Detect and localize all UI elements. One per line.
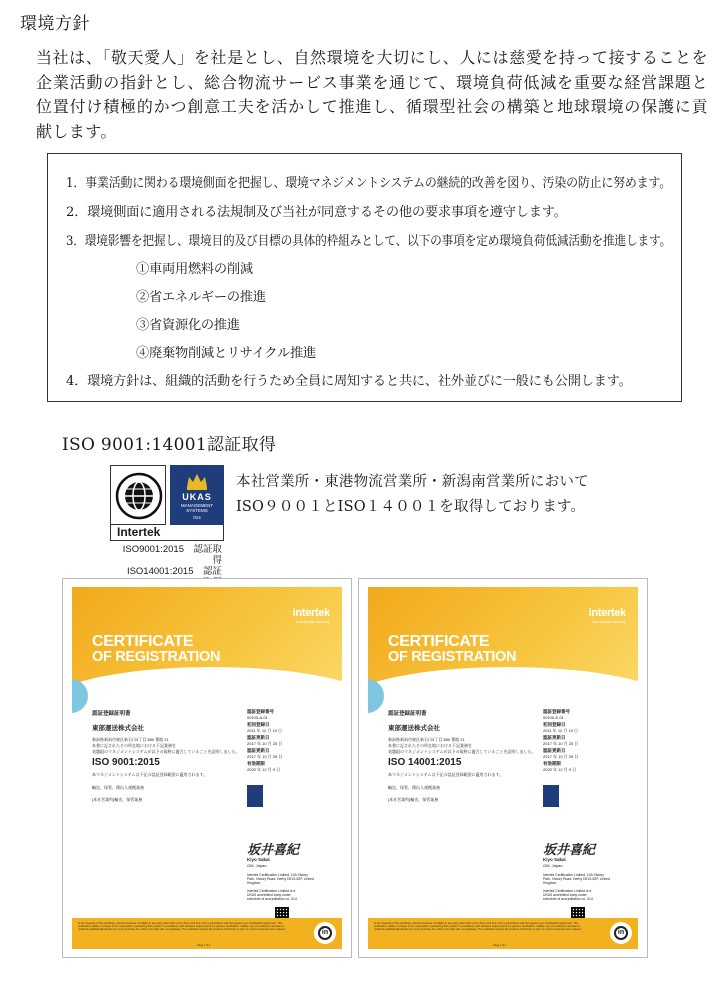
certificate-applies: 本マネジメントシステムは下記の認証登録範囲に適用されます。	[388, 772, 504, 777]
globe-icon	[111, 466, 167, 526]
expiry-date: 2017 年 10 月 25 日	[543, 754, 579, 759]
seal-label: in	[318, 926, 332, 940]
first-date: 2011 年 12 月 10 日	[247, 728, 283, 733]
issuer-line-1: Intertek Certification Limited, 10A Victory	[247, 873, 308, 877]
certificate-scope: 輸送、保管、積出入運搬業務	[92, 785, 144, 790]
policy-subitem-3: ③省資源化の推進	[136, 318, 240, 333]
iso-description-line-1: 本社営業所・東港物流営業所・新潟南営業所において	[236, 474, 589, 490]
issue-date-label: 認証更新日	[247, 735, 270, 740]
issuer-line-1: Intertek Certification Limited, 10A Victory	[543, 873, 604, 877]
issuer-line-3: Kingdom	[247, 881, 261, 885]
iso-description-line-2: ISO９００１とISO１４００１を取得しております。	[236, 499, 586, 515]
certificate-title: CERTIFICATE	[92, 633, 194, 650]
signature: 坂井喜紀	[543, 843, 596, 858]
reg-no-label: 認証登録番号	[543, 709, 570, 714]
certificate-company: 東部運送株式会社	[92, 725, 144, 732]
issue-date: 2017 年 10 月 25 日	[247, 741, 283, 746]
environmental-policy-box	[47, 153, 682, 402]
mini-ukas-icon	[543, 785, 559, 807]
mini-ukas-icon	[247, 785, 263, 807]
signer-name: Kiyo Sakai	[543, 857, 566, 862]
policy-item-1: 1．事業活動に関わる環境側面を把握し、環境マネジメントシステムの継続的改善を図り、汚染の防止に努めます。	[66, 176, 672, 191]
first-date-label: 初回登録日	[543, 722, 566, 727]
certificate-title: CERTIFICATE	[388, 633, 490, 650]
issuer-line-2: Park, Victory Road, Derby DE24 8ZF, United	[543, 877, 610, 881]
policy-item-4: 4．環境方針は、組織的活動を行うため全員に周知すると共に、社外並びに一般にも公開します。	[66, 374, 632, 389]
certificate-page-number: Page 1 of 1	[493, 944, 507, 947]
issue-date-label: 認証更新日	[543, 735, 566, 740]
iso-section-title: ISO 9001:14001認証取得	[62, 435, 277, 455]
ukas-logo	[170, 465, 224, 525]
certificate-standard: ISO 14001:2015	[388, 757, 462, 768]
issuer-line-4: Intertek Certification Limited is a	[247, 889, 296, 893]
certificate-scope-note: 本書に記されたその所在地における下記業務を	[388, 743, 472, 748]
crown-icon	[170, 469, 224, 493]
certificate-page	[72, 587, 342, 949]
expiry-date-label: 認証更新日	[247, 748, 270, 753]
issuer-line-4: Intertek Certification Limited is a	[543, 889, 592, 893]
certificate-swoosh	[72, 667, 342, 747]
certificate-brand: intertek	[292, 607, 330, 619]
expiry-date: 2017 年 10 月 25 日	[247, 754, 283, 759]
certificate-site: [本社営業所]輸送、保管業務	[388, 797, 439, 802]
certificate-applies: 本マネジメントシステムは下記の認証登録範囲に適用されます。	[92, 772, 208, 777]
certificate-footer-text: In the issuance of this certificate, Intertek assumes no liability to any party other than to the Client, and then only in accordance with the agreed upon Certification Agreement. This certificate's validity is subject to the organisation maintaining their system in accordance with Intertek's requirements for systems certification. Validity may be confirmed via email at certificate.validation@intertek.com or by scanning the code to the right with a smartphone. The certificate remains the property of Intertek, to whom it must be returned upon request.	[78, 922, 286, 932]
certificate-standard: ISO 9001:2015	[92, 757, 160, 768]
certificate-footer-text: In the issuance of this certificate, Intertek assumes no liability to any party other than to the Client, and then only in accordance with the agreed upon Certification Agreement. This certificate's validity is subject to the organisation maintaining their system in accordance with Intertek's requirements for systems certification. Validity may be confirmed via email at certificate.validation@intertek.com or by scanning the code to the right with a smartphone. The certificate remains the property of Intertek, to whom it must be returned upon request.	[374, 922, 582, 932]
certificate-footer	[72, 918, 342, 949]
ukas-label: UKAS	[182, 492, 212, 502]
certificate-label: 認証登録証明書	[388, 711, 427, 717]
valid-date-label: 有効期限	[543, 761, 561, 766]
policy-item-2: 2．環境側面に適用される法規制及び当社が同意するその他の要求事項を遵守します。	[66, 205, 567, 220]
certificate-scope: 輸送、保管、積出入運搬業務	[388, 785, 440, 790]
certificate-image-1[interactable]	[62, 578, 352, 958]
certificate-swoosh	[368, 667, 638, 747]
reg-no: 00100-E-01	[543, 715, 564, 720]
certificate-image-2[interactable]	[358, 578, 648, 958]
policy-subitem-2: ②省エネルギーの推進	[136, 290, 266, 305]
issuer-line-3: Kingdom	[543, 881, 557, 885]
valid-date-label: 有効期限	[247, 761, 265, 766]
seal-label: in	[614, 926, 628, 940]
intertek-brand-label: Intertek	[110, 525, 224, 541]
issuer-line-2: Park, Victory Road, Derby DE24 8ZF, United	[247, 877, 314, 881]
signer-name: Kiyo Sakai	[247, 857, 270, 862]
signature: 坂井喜紀	[247, 843, 300, 858]
issuer-line-5: UKAS accredited body under	[247, 893, 291, 897]
policy-subitem-4: ④廃棄物削減とリサイクル推進	[136, 346, 316, 361]
certificate-tagline: Total Quality. Assured.	[591, 620, 626, 624]
page-heading: 環境方針	[20, 14, 90, 34]
reg-no-label: 認証登録番号	[247, 709, 274, 714]
expiry-date-label: 認証更新日	[543, 748, 566, 753]
iso14001-caption: ISO14001:2015 認証	[126, 566, 222, 577]
certification-logo	[110, 465, 224, 543]
certificate-address: 新潟県新潟市東区新石川3丁目 580 番地 21	[388, 737, 465, 742]
signer-role: GM, Japan	[247, 863, 267, 868]
intertek-globe-logo	[110, 465, 166, 525]
issuer-line-5: UKAS accredited body under	[543, 893, 587, 897]
valid-date: 2020 年 12 月 9 日	[543, 767, 577, 772]
issuer-line-6: schedule of accreditation no. 014.	[543, 897, 594, 901]
signer-role: GM, Japan	[543, 863, 563, 868]
intertek-seal-icon	[314, 922, 336, 944]
valid-date: 2020 年 12 月 9 日	[247, 767, 281, 772]
ukas-number: 014	[193, 515, 201, 520]
first-date-label: 初回登録日	[247, 722, 270, 727]
issue-date: 2017 年 10 月 25 日	[543, 741, 579, 746]
certificate-page	[368, 587, 638, 949]
certificate-company: 東部運送株式会社	[388, 725, 440, 732]
certificate-footer	[368, 918, 638, 949]
ukas-sub-label: MANAGEMENT SYSTEMS	[180, 503, 214, 513]
issuer-line-6: schedule of accreditation no. 014.	[247, 897, 298, 901]
certificate-tagline: Total Quality. Assured.	[295, 620, 330, 624]
iso9001-caption: ISO9001:2015 認証取得	[122, 544, 222, 566]
first-date: 2011 年 12 月 10 日	[543, 728, 579, 733]
reg-no: 00100-A-01	[247, 715, 268, 720]
certificate-subtitle: OF REGISTRATION	[388, 649, 517, 665]
certificate-subtitle: OF REGISTRATION	[92, 649, 221, 665]
certificate-scope-note-2: 表題組のマネジメントシステムが以下の規格に適合していることを証明しました。	[388, 749, 536, 754]
certificate-scope-note: 本書に記されたその所在地における下記業務を	[92, 743, 176, 748]
certificate-brand: intertek	[588, 607, 626, 619]
intro-paragraph: 当社は、「敬天愛人」を社是とし、自然環境を大切にし、人には慈愛を持って接することを企業活動の指針とし、総合物流サービス事業を通じて、環境負荷低減を重要な経営課題と位置付け積極的かつ創意工夫を活かして推進し、循環型社会の構築と地球環境の保護に貢献します。	[36, 48, 708, 141]
certificate-scope-note-2: 表題組のマネジメントシステムが以下の規格に適合していることを証明しました。	[92, 749, 240, 754]
policy-subitem-1: ①車両用燃料の削減	[136, 262, 253, 277]
iso-description	[236, 470, 589, 520]
intertek-seal-icon	[610, 922, 632, 944]
certificate-page-number: Page 1 of 1	[197, 944, 211, 947]
certificate-address: 新潟県新潟市東区新石川3丁目 580 番地 21	[92, 737, 169, 742]
certificate-site: [本社営業所]輸送、保管業務	[92, 797, 143, 802]
certificate-label: 認証登録証明書	[92, 711, 131, 717]
policy-item-3: 3．環境影響を把握し、環境目的及び目標の具体的枠組みとして、以下の事項を定め環境負荷低減活動を推進します。	[66, 234, 672, 249]
